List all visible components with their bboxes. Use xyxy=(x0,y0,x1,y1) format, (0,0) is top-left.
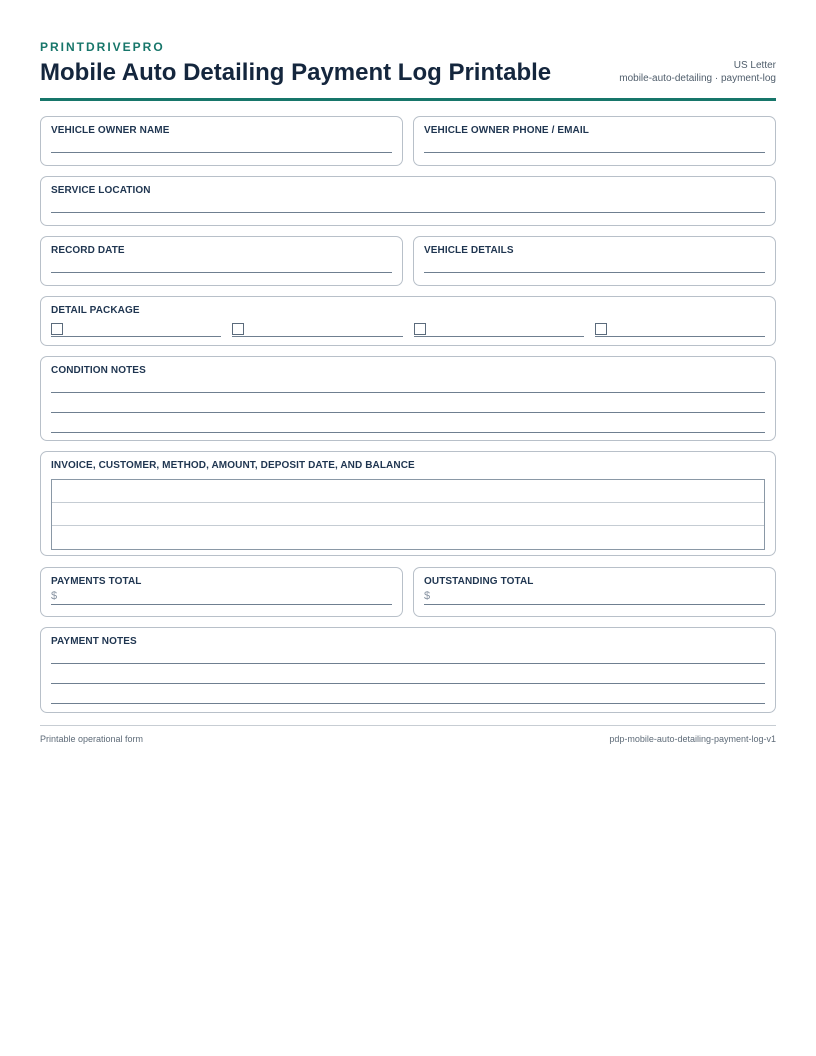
payments-total-field[interactable] xyxy=(40,567,403,617)
page-footer xyxy=(40,725,776,744)
record-date-field[interactable] xyxy=(40,236,403,286)
payment-notes-line[interactable] xyxy=(51,648,765,664)
service-location-input-line[interactable] xyxy=(51,197,765,213)
detail-package-field xyxy=(40,296,776,346)
table-row[interactable] xyxy=(52,503,764,526)
checkbox[interactable] xyxy=(232,323,244,335)
detail-package-label: DETAIL PACKAGE xyxy=(51,305,140,316)
invoice-table-label: INVOICE, CUSTOMER, METHOD, AMOUNT, DEPOSIT DATE, AND BALANCE xyxy=(51,460,415,471)
document-slug: mobile-auto-detailing · payment-log xyxy=(619,73,776,84)
record-date-input-line[interactable] xyxy=(51,257,392,273)
vehicle-details-label: VEHICLE DETAILS xyxy=(424,245,514,256)
payment-notes-line[interactable] xyxy=(51,684,765,704)
payments-total-input-line[interactable]: $ xyxy=(51,588,392,605)
table-row[interactable] xyxy=(52,526,764,549)
outstanding-total-input-line[interactable]: $ xyxy=(424,588,765,605)
page-title: Mobile Auto Detailing Payment Log Printable xyxy=(40,59,552,86)
invoice-table-field xyxy=(40,451,776,556)
vehicle-details-input-line[interactable] xyxy=(424,257,765,273)
form-page xyxy=(40,40,776,647)
record-date-label: RECORD DATE xyxy=(51,245,125,256)
package-option-4[interactable] xyxy=(595,322,765,337)
payment-notes-field[interactable] xyxy=(40,627,776,713)
service-location-label: SERVICE LOCATION xyxy=(51,185,151,196)
detail-package-options xyxy=(51,322,765,337)
condition-notes-label: CONDITION NOTES xyxy=(51,365,146,376)
package-option-1[interactable] xyxy=(51,322,221,337)
checkbox[interactable] xyxy=(51,323,63,335)
vehicle-details-field[interactable] xyxy=(413,236,776,286)
condition-notes-line[interactable] xyxy=(51,377,765,393)
outstanding-total-field[interactable] xyxy=(413,567,776,617)
title-row xyxy=(40,59,776,87)
header-rule xyxy=(40,98,776,101)
owner-name-label: VEHICLE OWNER NAME xyxy=(51,125,170,136)
invoice-table xyxy=(51,479,765,550)
outstanding-total-label: OUTSTANDING TOTAL xyxy=(424,576,534,587)
payments-total-label: PAYMENTS TOTAL xyxy=(51,576,142,587)
payment-notes-label: PAYMENT NOTES xyxy=(51,636,137,647)
checkbox[interactable] xyxy=(414,323,426,335)
package-option-3[interactable] xyxy=(414,322,584,337)
condition-notes-line[interactable] xyxy=(51,413,765,433)
owner-name-field[interactable] xyxy=(40,116,403,166)
owner-contact-input-line[interactable] xyxy=(424,137,765,153)
condition-notes-line[interactable] xyxy=(51,393,765,413)
owner-contact-label: VEHICLE OWNER PHONE / EMAIL xyxy=(424,125,589,136)
document-meta xyxy=(619,59,776,87)
payment-notes-line[interactable] xyxy=(51,664,765,684)
owner-contact-field[interactable] xyxy=(413,116,776,166)
table-row[interactable] xyxy=(52,480,764,503)
service-location-field[interactable] xyxy=(40,176,776,226)
owner-name-input-line[interactable] xyxy=(51,137,392,153)
footer-form-id: pdp-mobile-auto-detailing-payment-log-v1 xyxy=(609,734,776,744)
footer-left-text: Printable operational form xyxy=(40,734,144,744)
brand-name: PRINTDRIVEPRO xyxy=(40,40,165,54)
paper-size: US Letter xyxy=(733,60,776,71)
checkbox[interactable] xyxy=(595,323,607,335)
package-option-2[interactable] xyxy=(232,322,402,337)
condition-notes-field[interactable] xyxy=(40,356,776,441)
